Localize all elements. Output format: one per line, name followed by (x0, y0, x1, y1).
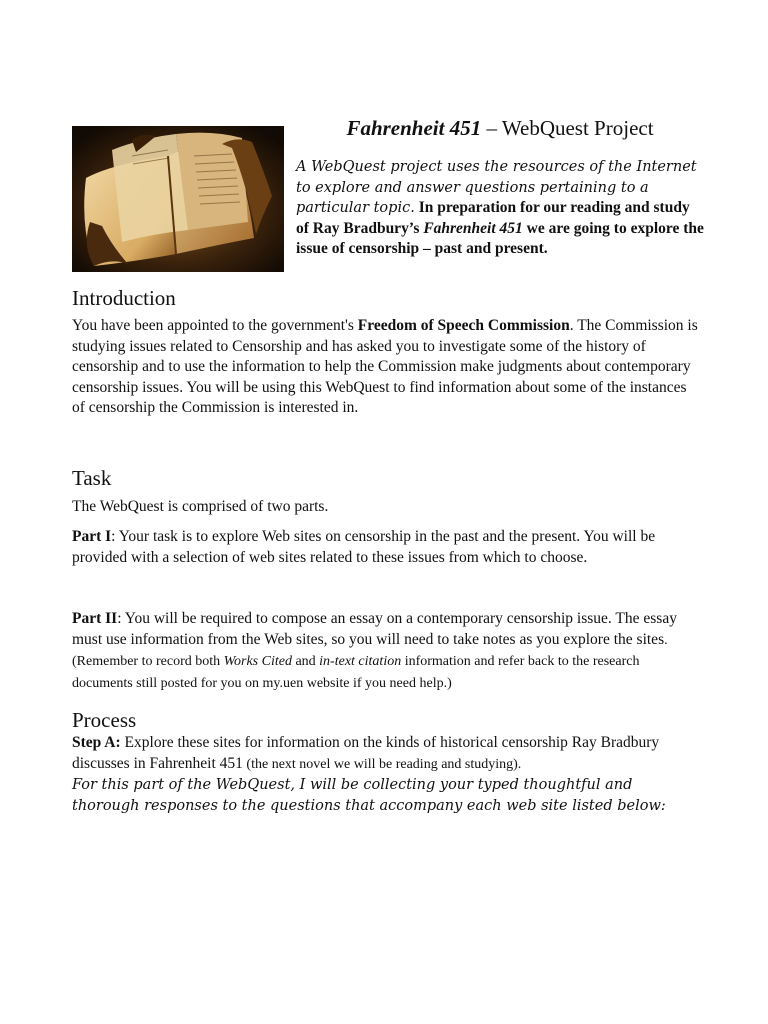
step-a-note: (the next novel we will be reading and studying). (242, 756, 522, 772)
title-book-name: Fahrenheit 451 (346, 116, 482, 140)
lead-italic-text: A WebQuest project uses the resources of the Internet to explore and answer questions pertaining to a particular topic. (296, 159, 697, 216)
step-a-label: Step A: (72, 734, 121, 751)
part2-note-italic-2: in-text citation (319, 654, 402, 669)
lead-bold-text-1: In preparation for our reading and study of Ray Bradbury’s (296, 199, 690, 237)
part2-note-italic-1: Works Cited (223, 654, 292, 669)
introduction-text-1: You have been appointed to the government's (72, 317, 358, 334)
title-rest: – WebQuest Project (481, 116, 654, 140)
task-part1 (72, 527, 702, 568)
lead-bold-italic-text: Fahrenheit 451 (423, 219, 523, 237)
step-a-text: Explore these sites for information on the kinds of historical censorship Ray Bradbury discusses in Fahrenheit 451 (72, 734, 660, 772)
part1-label: Part I (72, 528, 112, 545)
part2-note-2: and (291, 654, 320, 669)
introduction-heading: Introduction (72, 286, 176, 310)
part2-note-3: information and refer back to the research documents still posted for you on my.uen website if you need help.) (72, 654, 640, 691)
task-heading: Task (72, 466, 112, 490)
page-title (290, 116, 710, 141)
lead-bold-text-2: we are going to explore the issue of censorship – past and present. (296, 219, 704, 257)
process-heading: Process (72, 708, 137, 732)
part2-note-1: . (Remember to record both (72, 632, 668, 669)
process-instruction: For this part of the WebQuest, I will be collecting your typed thoughtful and thorough responses to the questions that accompany each web site listed below: (72, 777, 666, 814)
introduction-text-2: . The Commission is studying issues related to Censorship and has asked you to investigate some of the history of censorship and to use the information to help the Commission make judgments about contemporary censorship issues. You will be using this WebQuest to find information about some of the instances of censorship the Commission is interested in. (72, 317, 698, 416)
task-part2 (72, 609, 702, 694)
burning-book-image (72, 126, 284, 272)
part2-text: : You will be required to compose an essay on a contemporary censorship issue. The essay must use information from the Web sites, so you will need to take notes as you explore the sites (72, 610, 677, 648)
introduction-paragraph (72, 316, 702, 419)
process-step-a (72, 733, 702, 816)
part1-text: : Your task is to explore Web sites on censorship in the past and the present. You will be provided with a selection of web sites related to these issues from which to choose. (72, 528, 656, 566)
lead-paragraph (296, 157, 706, 260)
part2-label: Part II (72, 610, 118, 627)
introduction-text-bold: Freedom of Speech Commission (357, 317, 570, 334)
task-intro: The WebQuest is comprised of two parts. (72, 498, 329, 515)
